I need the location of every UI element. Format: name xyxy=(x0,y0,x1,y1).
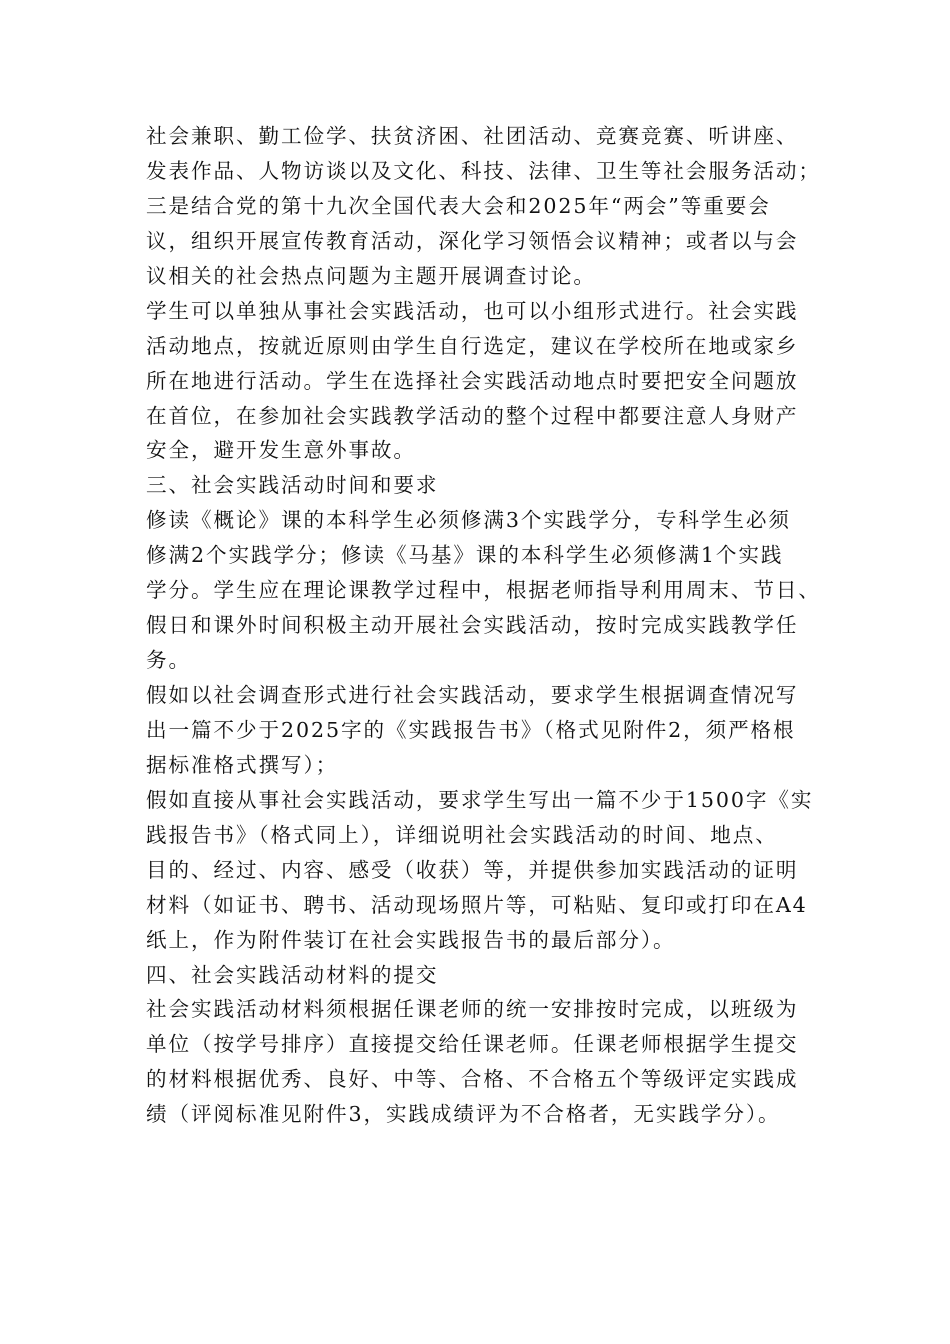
text-line: 绩（评阅标准见附件3，实践成绩评为不合格者，无实践学分）。 xyxy=(146,1102,781,1127)
text-line: 活动地点，按就近原则由学生自行选定，建议在学校所在地或家乡 xyxy=(146,333,799,358)
text-line: 假如以社会调查形式进行社会实践活动，要求学生根据调查情况写 xyxy=(146,683,799,707)
text-line: 三是结合党的第十九次全国代表大会和2025年“两会”等重要会 xyxy=(146,193,771,218)
text-line: 假日和课外时间积极主动开展社会实践活动，按时完成实践教学任 xyxy=(146,613,799,638)
text-line: 所在地进行活动。学生在选择社会实践活动地点时要把安全问题放 xyxy=(146,368,799,393)
text-line: 学生可以单独从事社会实践活动，也可以小组形式进行。社会实践 xyxy=(146,298,799,323)
text-line: 目的、经过、内容、感受（收获）等，并提供参加实践活动的证明 xyxy=(146,857,799,882)
text-line: 社会实践活动材料须根据任课老师的统一安排按时完成，以班级为 xyxy=(146,997,799,1022)
text-line: 据标准格式撰写）； xyxy=(146,752,339,777)
text-line: 务。 xyxy=(146,648,191,673)
text-line: 发表作品、人物访谈以及文化、科技、法律、卫生等社会服务活动； xyxy=(146,158,821,183)
text-line: 安全，避开发生意外事故。 xyxy=(146,438,416,463)
text-line: 议，组织开展宣传教育活动，深化学习领悟会议精神；或者以与会 xyxy=(146,228,799,253)
text-line: 修读《概论》课的本科学生必须修满3个实践学分，专科学生必须 xyxy=(146,508,791,533)
section-heading: 三、社会实践活动时间和要求 xyxy=(146,473,439,498)
text-line: 纸上，作为附件装订在社会实践报告书的最后部分）。 xyxy=(146,927,676,952)
text-line: 践报告书》（格式同上），详细说明社会实践活动的时间、地点、 xyxy=(146,822,778,847)
text-line: 社会兼职、勤工俭学、扶贫济困、社团活动、竞赛竞赛、听讲座、 xyxy=(146,124,799,148)
section-heading: 四、社会实践活动材料的提交 xyxy=(146,962,439,987)
text-line: 在首位，在参加社会实践教学活动的整个过程中都要注意人身财产 xyxy=(146,403,799,428)
text-line: 修满2个实践学分；修读《马基》课的本科学生必须修满1个实践 xyxy=(146,543,784,568)
text-line: 假如直接从事社会实践活动，要求学生写出一篇不少于1500字《实 xyxy=(146,787,814,812)
text-line: 出一篇不少于2025字的《实践报告书》（格式见附件2，须严格根 xyxy=(146,717,796,742)
text-line: 学分。学生应在理论课教学过程中，根据老师指导利用周末、节日、 xyxy=(146,578,821,603)
text-line: 议相关的社会热点问题为主题开展调查讨论。 xyxy=(146,263,596,288)
text-line: 的材料根据优秀、良好、中等、合格、不合格五个等级评定实践成 xyxy=(146,1067,799,1092)
text-line: 单位（按学号排序）直接提交给任课老师。任课老师根据学生提交 xyxy=(146,1032,799,1057)
text-line: 材料（如证书、聘书、活动现场照片等，可粘贴、复印或打印在A4 xyxy=(146,892,808,917)
document-body xyxy=(146,119,826,1132)
